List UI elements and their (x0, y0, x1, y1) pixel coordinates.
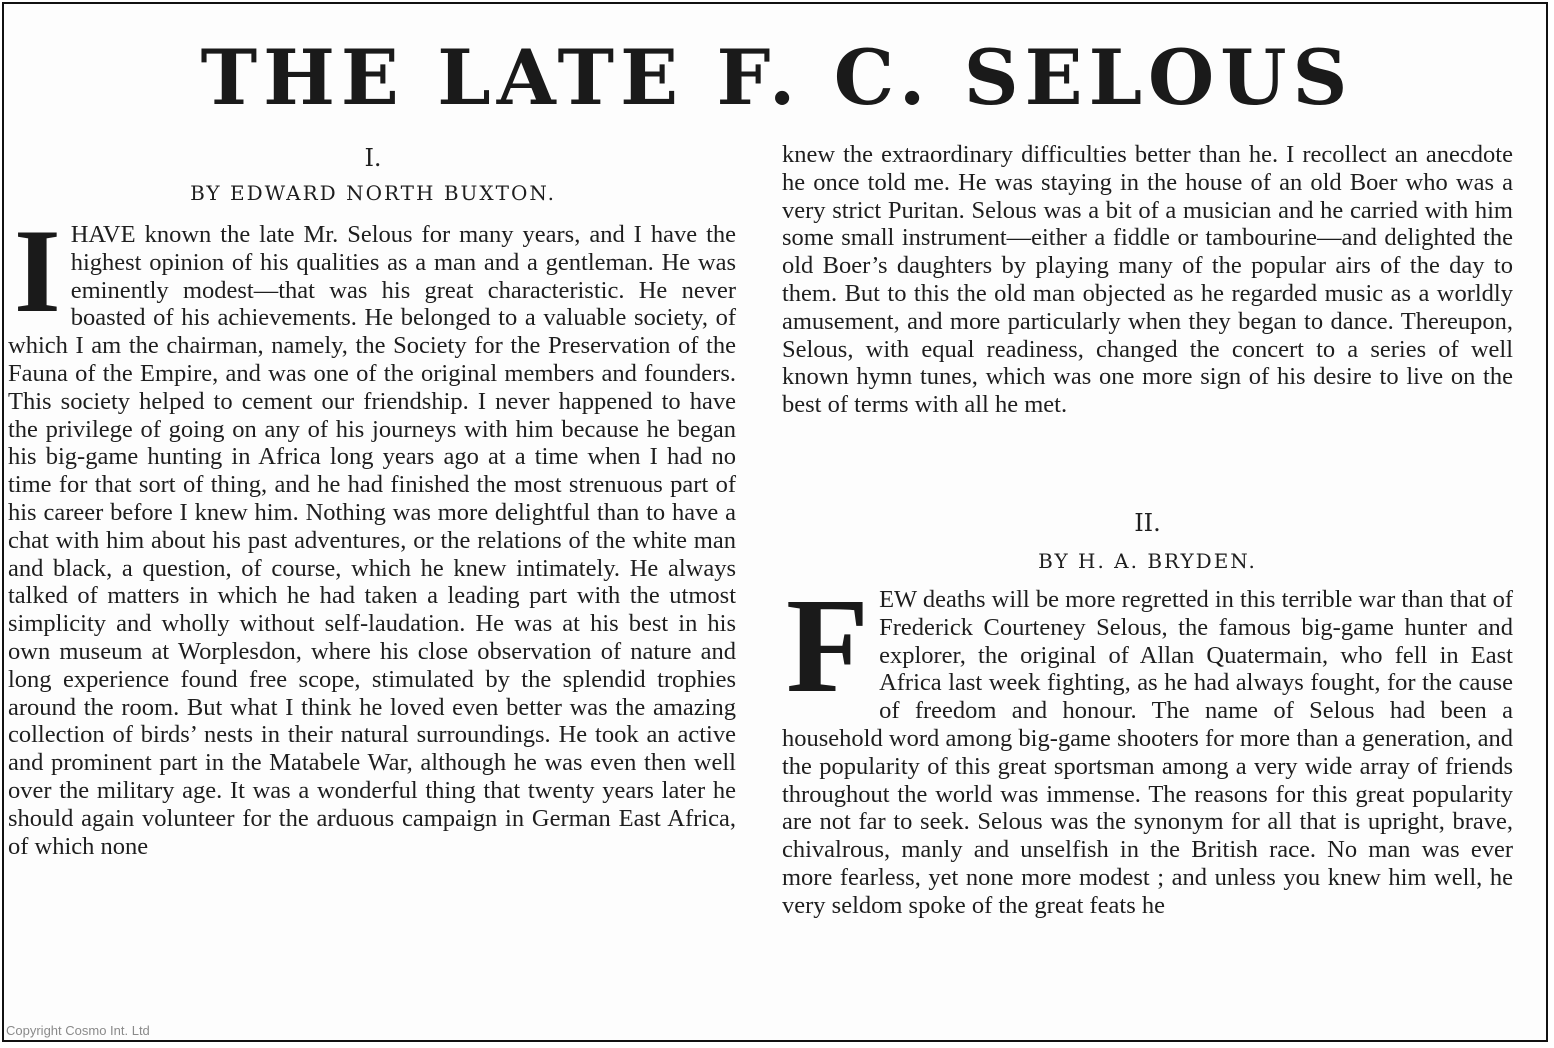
section-1-byline: BY EDWARD NORTH BUXTON. (190, 181, 556, 205)
section-1-numeral: I. (364, 144, 382, 172)
section-1-dropcap: I (14, 204, 61, 337)
section-2-paragraph: deaths will be more regretted in this terrible war than that of Frederick Courteney Selous, the famous big-game hunter and explorer, the original of Allan Quatermain, who fell in East Africa last week fighting, as he had always fought, for the cause of freedom and honour. The name of Selous had been a household word among big-game shooters for more than a generation, and the popularity of this great sportsman among a very wide array of friends throughout the world was immense. The reasons for this great popularity are not far to seek. Selous was the synonym for all that is upright, brave, chivalrous, manly and unselfish in the British race. No man was ever more fearless, yet none more modest ; and unless you knew him well, he very seldom spoke of the great feats he (782, 586, 1513, 919)
section-2-dropcap: F (786, 571, 870, 721)
copyright-watermark: Copyright Cosmo Int. Ltd (6, 1023, 150, 1038)
section-1-paragraph: known the late Mr. Selous for many years, and I have the highest opinion of his qualities as a man and a gentleman. He was eminently modest—that was his great characteristic. He never boasted of his achievements. He belonged to a valuable society, of which I am the chairman, namely, the Society for the Preservation of the Fauna of the Empire, and was one of the original members and founders. This society helped to cement our friendship. I never happened to have the privilege of going on any of his journeys with him because he began his big-game hunting in Africa long years ago at a time when I had no time for that sort of thing, and he had finished the most strenuous part of his career before I knew him. Nothing was more delightful than to have a chat with him about his past adventures, or the relations of the white man and black, a question, of course, which he knew intimately. He always talked of matters in which he had taken a leading part with the utmost simplicity and wholly without self-laudation. He was at his best in his own museum at Worplesdon, where his close observation of nature and long experience found free scope, stimulated by the splendid trophies around the room. But what I think he loved even better was the amazing collection of birds’ nests in their natural surroundings. He took an active and prominent part in the Matabele War, although he was even then well over the military age. It was a wonderful thing that twenty years later he should again volunteer for the arduous campaign in German East Africa, of which none (8, 221, 736, 860)
section-1-body (8, 204, 736, 860)
article-title: THE LATE F. C. SELOUS (200, 33, 1354, 122)
section-1-lead-word: HAVE (70, 221, 136, 248)
section-2-body (782, 571, 1513, 920)
section-1-continuation: knew the extraordinary difficulties better than he. I recollect an anecdote he once told me. He was staying in the house of an old Boer who was a very strict Puritan. Selous was a bit of a musician and he carried with him some small instrument—either a fiddle or tambourine—and delighted the old Boer’s daughters by playing many of the popular airs of the day to them. But to this the old man objected as he regarded music as a worldly amusement, and more particularly when they began to dance. Thereupon, Selous, with equal readiness, changed the concert to a series of well known hymn tunes, which was one more sign of his desire to live on the best of terms with all he met. (782, 141, 1513, 419)
section-2-numeral: II. (1134, 509, 1161, 537)
section-2-lead-word: EW (879, 586, 917, 613)
section-2-byline: BY H. A. BRYDEN. (1038, 549, 1257, 573)
